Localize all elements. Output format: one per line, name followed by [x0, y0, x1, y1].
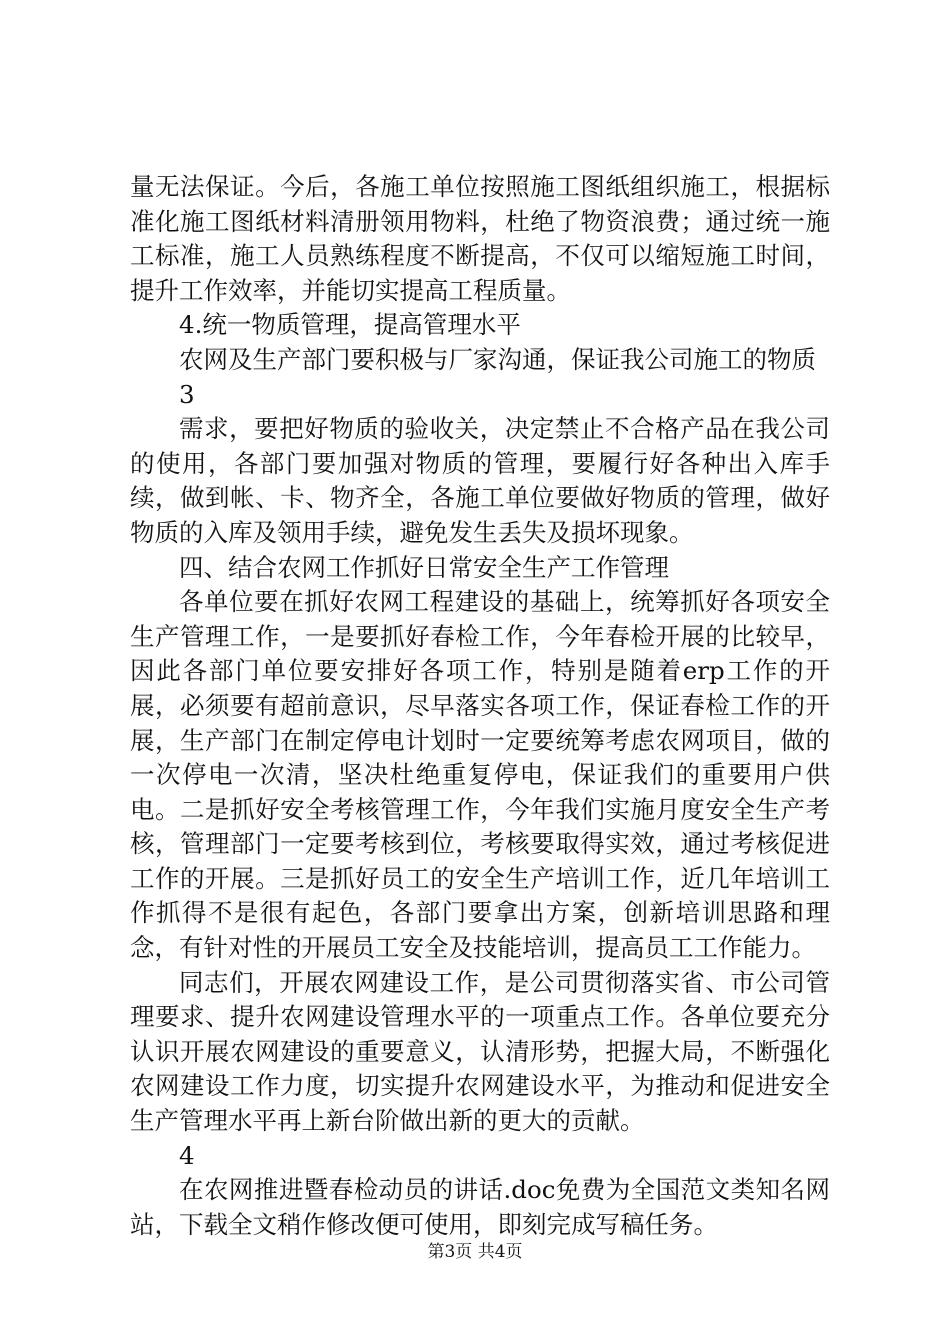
paragraph-continuation: 量无法保证。今后，各施工单位按照施工图纸组织施工，根据标准化施工图纸材料清册领用物料，杜绝了物资浪费；通过统一施工标准，施工人员熟练程度不断提高，不仅可以缩短施工时间，提升工作效率，并能切实提高工程质量。	[130, 172, 830, 305]
page-number-marker: 4	[179, 1140, 195, 1170]
paragraph-download-note: 在农网推进暨春检动员的讲话.doc免费为全国范文类知名网站，下载全文稍作修改便可使用，即刻完成写稿任务。	[130, 1175, 830, 1239]
paragraph-supplier-communication: 农网及生产部门要积极与厂家沟通，保证我公司施工的物质	[179, 344, 816, 374]
paragraph-closing-remarks: 同志们，开展农网建设工作，是公司贯彻落实省、市公司管理要求、提升农网建设管理水平的一项重点工作。各单位要充分认识开展农网建设的重要意义，认清形势，把握大局，不断强化农网建设工作力度，切实提升农网建设水平，为推动和促进安全生产管理水平再上新台阶做出新的更大的贡献。	[130, 967, 830, 1136]
page-footer: 第3页 共4页	[427, 1242, 523, 1262]
section-heading-material-management: 4.统一物质管理，提高管理水平	[179, 310, 521, 340]
page-number-marker: 3	[179, 379, 195, 409]
paragraph-safety-production: 各单位要在抓好农网工程建设的基础上，统筹抓好各项安全生产管理工作，一是要抓好春检工作，今年春检开展的比较早，因此各部门单位要安排好各项工作，特别是随着erp工作的开展，必须要有超前意识，尽早落实各项工作，保证春检工作的开展，生产部门在制定停电计划时一定要统筹考虑农网项目，做的一次停电一次清，坚决杜绝重复停电，保证我们的重要用户供电。二是抓好安全考核管理工作，今年我们实施月度安全生产考核，管理部门一定要考核到位，考核要取得实效，通过考核促进工作的开展。三是抓好员工的安全生产培训工作，近几年培训工作抓得不是很有起色，各部门要拿出方案，创新培训思路和理念，有针对性的开展员工安全及技能培训，提高员工工作能力。	[130, 587, 830, 963]
document-body	[130, 170, 830, 1242]
paragraph-material-requirements: 需求，要把好物质的验收关，决定禁止不合格产品在我公司的使用，各部门要加强对物质的管理，要履行好各种出入库手续，做到帐、卡、物齐全，各施工单位要做好物质的管理，做好物质的入库及领用手续，避免发生丢失及损坏现象。	[130, 414, 830, 547]
section-heading-safety-management: 四、结合农网工作抓好日常安全生产工作管理	[179, 552, 669, 582]
